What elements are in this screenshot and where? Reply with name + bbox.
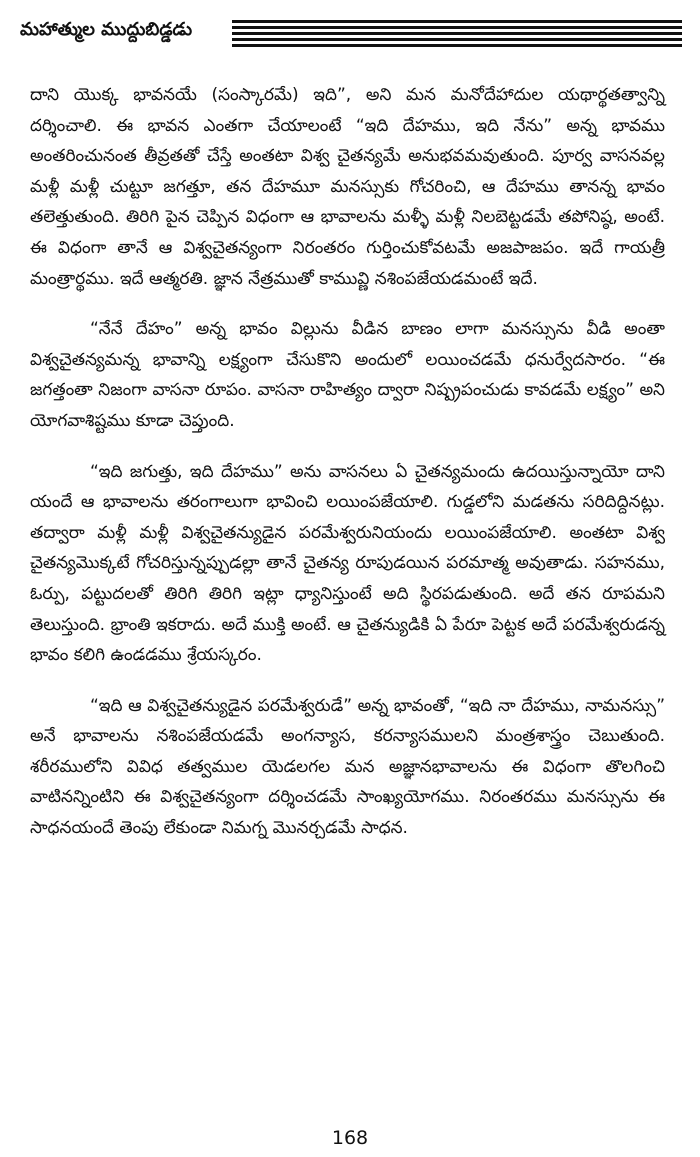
paragraph: “ఇది జగుత్తు, ఇది దేహము” అను వాసనలు ఏ చైతన్యమందు ఉదయిస్తున్నాయో దాని యందే ఆ భావాలను తరంగాలుగా భావించి లయింపజేయాలి. గుడ్డలోని మడతను సరిదిద్దినట్లు. తద్వారా మళ్లీ మళ్లీ విశ్వచైతన్యుడైన పరమేశ్వరునియందు లయింపజేయాలి. అంతటా విశ్వ చైతన్యమొక్కటే గోచరిస్తున్నప్పుడల్లా తానే చైతన్య రూపుడయిన పరమాత్మ అవుతాడు. సహనము, ఓర్పు, పట్టుదలతో తిరిగి తిరిగి ఇట్లా ధ్యానిస్తుంటే అది స్థిరపడుతుంది. అదే తన రూపమని తెలుస్తుంది. భ్రాంతి ఇకరాదు. అదే ముక్తి అంటే. ఆ చైతన్యుడికి ఏ పేరూ పెట్టక అదే పరమేశ్వరుడన్న భావం కలిగి ఉండడము శ్రేయస్కరం. (30, 461, 665, 666)
paragraph: దాని యొక్క భావనయే (సంస్కారమే) ఇది”, అని మన మనోదేహాదుల యథార్థతత్వాన్ని దర్శించాలి. ఈ భావన ఎంతగా చేయాలంటే “ఇది దేహము, ఇది నేను” అన్న భావము అంతరించునంత తీవ్రతతో చేస్తే అంతటా విశ్వ చైతన్యమే అనుభవమవుతుంది. పూర్వ వాసనవల్ల మళ్లీ మళ్లీ చుట్టూ జగత్తూ, తన దేహమూ మనస్సుకు గోచరించి, ఆ దేహము తానన్న భావం తలెత్తుతుంది. తిరిగి పైన చెప్పిన విధంగా ఆ భావాలను మళ్ళీ మళ్లీ నిలబెట్టడమే తపోనిష్ఠ, అంటే. ఈ విధంగా తానే ఆ విశ్వచైతన్యంగా నిరంతరం గుర్తించుకోవటమే అజపాజపం. ఇదే గాయత్రీ మంత్రార్థము. ఇదే ఆత్మరతి. జ్ఞాన నేత్రముతో కామువ్ణి నశింపజేయడమంటే ఇదే. (30, 85, 665, 289)
running-title: మహాత్ముల ముద్దుబిడ్డడు (20, 19, 193, 40)
paragraph: “ఇది ఆ విశ్వచైతన్యుడైన పరమేశ్వరుడే” అన్న భావంతో, “ఇది నా దేహము, నామనస్సు” అనే భావాలను నశింపజేయడమే అంగన్యాస, కరన్యాసములని మంత్రశాస్త్రం చెబుతుంది. శరీరములోని వివిధ తత్వముల యెడలగల మన అజ్ఞానభావాలను ఈ విధంగా తొలగించి వాటినన్నింటిని ఈ విశ్వచైతన్యంగా దర్శించడమే సాంఖ్యయోగము. నిరంతరము మనస్సును ఈ సాధనయందే తెంపు లేకుండా నిమగ్న మొనర్చడమే సాధన. (30, 695, 665, 839)
running-header (20, 10, 682, 50)
header-rule (232, 20, 682, 23)
header-rule (232, 26, 682, 29)
header-rule (232, 44, 682, 47)
header-rule (232, 32, 682, 35)
page-number: 168 (331, 1127, 369, 1149)
body-text (30, 80, 665, 844)
header-rule (232, 38, 682, 41)
paragraph: “నేనే దేహం” అన్న భావం విల్లును వీడిన బాణం లాగా మనస్సును వీడి అంతా విశ్వచైతన్యమన్న భావాన్ని లక్ష్యంగా చేసుకొని అందులో లయించడమే ధనుర్వేదసారం. “ఈ జగత్తంతా నిజంగా వాసనా రూపం. వాసనా రాహిత్యం ద్వారా నిష్ప్రపంచుడు కావడమే లక్ష్యం” అని యోగవాశిష్టము కూడా చెప్తుంది. (30, 319, 665, 431)
header-rules (232, 20, 682, 50)
